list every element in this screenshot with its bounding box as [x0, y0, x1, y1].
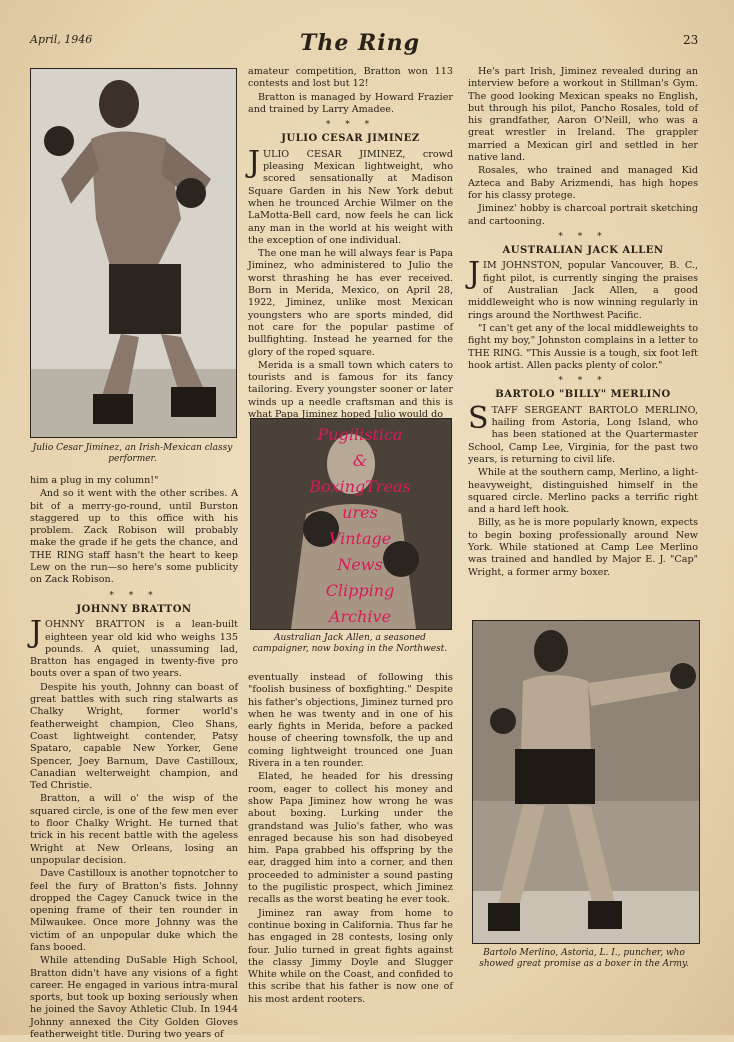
paragraph: amateur competition, Bratton won 113 contests and lost but 12!	[248, 66, 453, 90]
watermark-line: Pugilistica	[317, 425, 403, 444]
paragraph: And so it went with the other scribes. A bit of a merry-go-round, until Burston staggered up to this office with his problem. Zack Robison will probably make the grade if he gets the chance, and THE RING staff hasn't the heart to keep Lew on the run—so here's some publicity on Zack Robison.	[30, 488, 238, 586]
boxer-stance-image	[473, 621, 699, 943]
paragraph: While at the southern camp, Merlino, a light-heavyweight, distinguished himself in the squared circle. Merlino packs a terrific right and a hard left hook.	[468, 467, 698, 516]
paragraph	[30, 615, 238, 680]
watermark-line: Clipping	[325, 581, 395, 600]
caption-jiminez: Julio Cesar Jiminez, an Irish-Mexican classy performer.	[32, 443, 233, 464]
watermark-line: Vintage	[328, 529, 392, 548]
paragraph: Billy, as he is more popularly known, expects to begin boxing professionally around New York. While stationed at Camp Lee Merlino was trained and handled by Major E. J. "Cap" Wright, a former army boxer.	[468, 517, 698, 578]
column-left	[30, 475, 238, 1042]
section-heading-merlino: BARTOLO "BILLY" MERLINO	[495, 389, 671, 401]
paragraph: Jiminez' hobby is charcoal portrait sketching and cartooning.	[468, 203, 698, 227]
watermark-line: News	[337, 555, 383, 574]
watermark-line: ures	[342, 503, 378, 522]
section-heading-allen: AUSTRALIAN JACK ALLEN	[502, 245, 664, 257]
paragraph: While attending DuSable High School, Bratton didn't have any visions of a fight career. He engaged in various intra-mural sports, but took up boxing seriously when he joined the Savoy Athletic Club. In 1944 Johnny annexed the City Golden Gloves featherweight title. During two years of	[30, 955, 238, 1041]
paragraph	[468, 400, 698, 466]
paragraph-text: IM JOHNSTON, popular Vancouver, B. C., fight pilot, is currently singing the praises of Australian Jack Allen, a good middleweight who is now winning regularly in rings around the Northwest Pacific.	[468, 260, 698, 321]
watermark-text	[295, 422, 425, 630]
caption-allen: Australian Jack Allen, a seasoned campaigner, now boxing in the Northwest.	[252, 633, 448, 654]
drop-cap: J	[248, 144, 261, 180]
section-heading-jiminez: JULIO CESAR JIMINEZ	[281, 133, 420, 145]
column-middle-top	[248, 66, 453, 422]
paragraph: He's part Irish, Jiminez revealed during an interview before a workout in Stillman's Gym. The good looking Mexican speaks no English, but through his pilot, Pancho Rosales, told of his grandfather, Aaron O'Neill, who was a great wrestler in Ireland. The grappler married a Mexican girl and settled in her native land.	[468, 66, 698, 164]
section-divider: * * *	[109, 590, 159, 601]
paragraph-text: TAFF SERGEANT BARTOLO MERLINO, hailing from Astoria, Long Island, who has been stationed at the Quartermaster School, Camp Lee, Virginia, for the past two years, is returning to civil life.	[468, 404, 698, 465]
photo-merlino	[472, 620, 700, 944]
paragraph	[248, 144, 453, 247]
watermark-line: BoxingTreas	[309, 477, 411, 496]
paragraph: Elated, he headed for his dressing room, eager to collect his money and show Papa Jiminez how wrong he was about boxing. Lurking under the grandstand was Julio's father, who was enraged because his son had disobeyed him. Papa grabbed his offspring by the ear, dragged him into a corner, and then proceeded to administer a sound pasting to the pugilistic prospect, which Jiminez recalls as the worst beating he ever took.	[248, 771, 453, 906]
boxer-silhouette-image	[31, 69, 236, 437]
paragraph: Rosales, who trained and managed Kid Azteca and Baby Arizmendi, has high hopes for his classy protege.	[468, 165, 698, 201]
watermark-line: &	[352, 451, 368, 470]
paragraph: "I can't get any of the local middleweights to fight my boy," Johnston complains in a letter to THE RING. "This Aussie is a tough, six foot left hook artist. Allen packs plenty of color."	[468, 322, 698, 371]
watermark-line: Archive	[328, 607, 392, 626]
paragraph: Merida is a small town which caters to tourists and is famous for its fancy tailoring. Every youngster sooner or later winds up a needle craftsman and this is what Papa Jiminez hoped Julio would do	[248, 359, 453, 421]
paragraph: Jiminez ran away from home to continue boxing in California. Thus far he has engaged in 28 contests, losing only four. Julio turned in great fights against the classy Jimmy Doyle and Slugger White while on the Coast, and confided to this scribe that his father is now one of his most ardent rooters.	[248, 907, 453, 1005]
section-divider: * * *	[558, 231, 608, 242]
issue-date: April, 1946	[30, 33, 93, 46]
paragraph: Bratton is managed by Howard Frazier and trained by Larry Amadee.	[248, 91, 453, 115]
drop-cap: J	[468, 256, 481, 292]
paragraph-text: OHNNY BRATTON is a lean-built eighteen year old kid who weighs 135 pounds. A quiet, unassuming lad, Bratton has engaged in twenty-five pro bouts over a span of two years.	[30, 619, 238, 680]
magazine-title: The Ring	[300, 30, 421, 56]
photo-jiminez	[30, 68, 237, 438]
drop-cap: S	[468, 400, 489, 436]
paragraph-text: ULIO CESAR JIMINEZ, crowd pleasing Mexican lightweight, who scored sensationally at Madison Square Garden in his New York debut when he trounced Archie Wilmer on the LaMotta-Bell card, now feels he can lick any man in the world at his weight with the exception of one individual.	[248, 148, 453, 246]
paragraph: Despite his youth, Johnny can boast of great battles with such ring stalwarts as Chalky Wright, former world's featherweight champion, Cleo Shans, Coast lightweight contender, Patsy Spataro, capable New Yorker, Gene Spencer, Joey Barnum, Dave Castilloux, Canadian welterweight champion, and Ted Christie.	[30, 681, 238, 792]
drop-cap: J	[30, 615, 43, 651]
paragraph: him a plug in my column!"	[30, 475, 159, 486]
paragraph	[468, 256, 698, 321]
caption-merlino: Bartolo Merlino, Astoria, L. I., puncher, who showed great promise as a boxer in the Army.	[479, 948, 689, 969]
page-number: 23	[683, 33, 699, 47]
section-divider: * * *	[325, 120, 376, 131]
paragraph: The one man he will always fear is Papa Jiminez, who administered to Julio the worst thrashing he has ever received. Born in Merida, Mexico, on April 28, 1922, Jiminez, unlike most Mexican youngsters who are sports minded, did not care for the popular pastime of bullfighting. Instead he yearned for the glory of the roped square.	[248, 248, 453, 358]
paragraph: Bratton, a will o' the wisp of the squared circle, is one of the few men ever to floor Chalky Wright. He turned that trick in his recent battle with the ageless Wright at New Orleans, losing an unpopular decision.	[30, 793, 238, 866]
paragraph: Dave Castilloux is another topnotcher to feel the fury of Bratton's fists. Johnny dropped the Cagey Canuck twice in the opening frame of their ten rounder in Milwaukee. Once more Johnny was the victim of an unpopular duke which the fans booed.	[30, 868, 238, 953]
section-heading-bratton: JOHNNY BRATTON	[76, 603, 192, 615]
column-right	[468, 66, 698, 580]
section-divider: * * *	[558, 376, 608, 387]
column-middle-bottom	[248, 672, 453, 1007]
paragraph: eventually instead of following this "foolish business of boxfighting." Despite his father's objections, Jiminez turned pro when he was twenty and in one of his early fights in Merida, before a packed house of cheering townsfolk, the up and coming lightweight trounced one Juan Rivera in a ten rounder.	[248, 672, 453, 770]
